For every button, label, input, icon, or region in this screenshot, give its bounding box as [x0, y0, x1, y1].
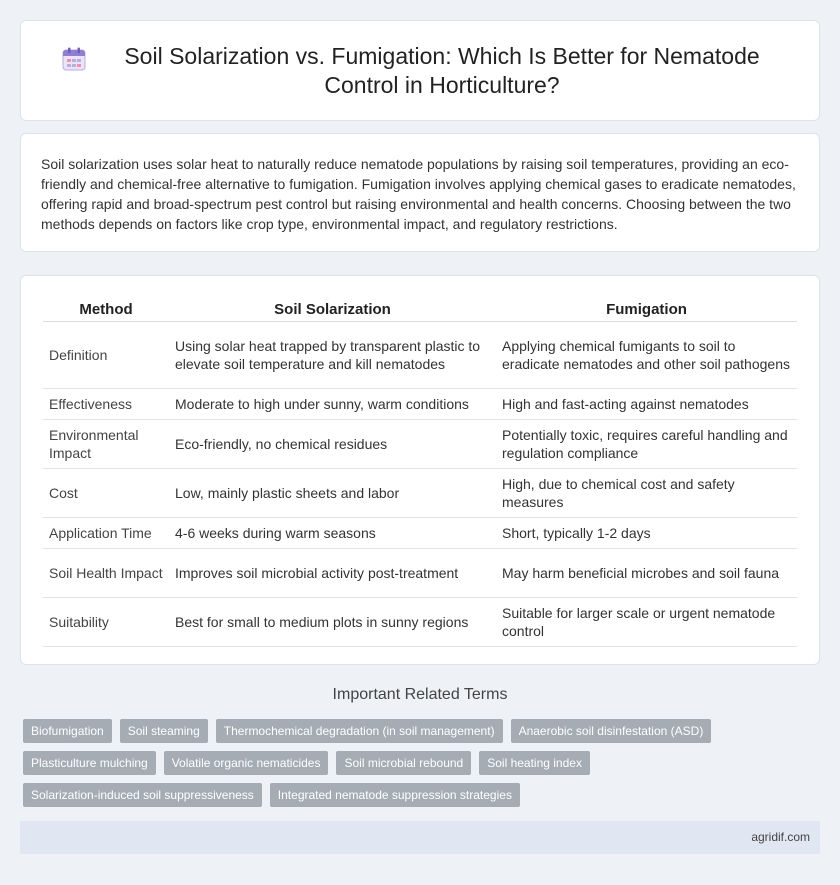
table-row — [43, 518, 797, 549]
related-term-tag[interactable]: Thermochemical degradation (in soil management) — [216, 719, 503, 743]
related-terms-list — [23, 719, 813, 815]
row-method: Cost — [43, 469, 169, 518]
related-term-tag[interactable]: Biofumigation — [23, 719, 112, 743]
related-term-tag[interactable]: Solarization-induced soil suppressiveness — [23, 783, 262, 807]
row-solarization: Eco-friendly, no chemical residues — [169, 420, 496, 469]
intro-card — [20, 133, 820, 252]
row-solarization: Best for small to medium plots in sunny regions — [169, 598, 496, 647]
related-term-tag[interactable]: Integrated nematode suppression strategies — [270, 783, 520, 807]
table-row — [43, 598, 797, 647]
page-title: Soil Solarization vs. Fumigation: Which Is Better for Nematode Control in Horticulture? — [124, 42, 760, 98]
table-row — [43, 322, 797, 389]
title-card — [20, 20, 820, 121]
row-fumigation: Suitable for larger scale or urgent nematode control — [496, 598, 797, 647]
table-row — [43, 389, 797, 420]
row-method: Application Time — [43, 518, 169, 549]
header-solarization: Soil Solarization — [169, 296, 496, 322]
row-method: Definition — [43, 322, 169, 389]
row-fumigation: Short, typically 1-2 days — [496, 518, 797, 549]
header-fumigation: Fumigation — [496, 296, 797, 322]
related-term-tag[interactable]: Plasticulture mulching — [23, 751, 156, 775]
row-solarization: Moderate to high under sunny, warm conditions — [169, 389, 496, 420]
row-method: Effectiveness — [43, 389, 169, 420]
header-method: Method — [43, 296, 169, 322]
comparison-card — [20, 275, 820, 665]
footer-site-link[interactable]: agridif.com — [751, 830, 810, 844]
row-fumigation: May harm beneficial microbes and soil fauna — [496, 549, 797, 598]
table-row — [43, 549, 797, 598]
related-term-tag[interactable]: Soil heating index — [479, 751, 590, 775]
intro-paragraph: Soil solarization uses solar heat to naturally reduce nematode populations by raising soil temperatures, providing an eco-friendly and chemical-free alternative to fumigation. Fumigation involves applying chemical gases to eradicate nematodes, offering rapid and broad-spectrum pest control but raising environmental and health concerns. Choosing between the two methods depends on factors like crop type, environmental impact, and regulatory restrictions. — [41, 156, 796, 232]
row-solarization: Using solar heat trapped by transparent plastic to elevate soil temperature and kill nematodes — [169, 322, 496, 389]
row-fumigation: High, due to chemical cost and safety measures — [496, 469, 797, 518]
table-row — [43, 420, 797, 469]
row-method: Environmental Impact — [43, 420, 169, 469]
row-solarization: Improves soil microbial activity post-treatment — [169, 549, 496, 598]
footer-bar — [20, 821, 820, 854]
calendar-icon — [61, 46, 87, 72]
table-header-row — [43, 296, 797, 322]
related-term-tag[interactable]: Soil steaming — [120, 719, 208, 743]
related-terms-heading: Important Related Terms — [332, 686, 508, 703]
row-method: Suitability — [43, 598, 169, 647]
table-row — [43, 469, 797, 518]
row-solarization: 4-6 weeks during warm seasons — [169, 518, 496, 549]
row-solarization: Low, mainly plastic sheets and labor — [169, 469, 496, 518]
row-fumigation: Potentially toxic, requires careful handling and regulation compliance — [496, 420, 797, 469]
comparison-table — [43, 296, 797, 647]
row-method: Soil Health Impact — [43, 549, 169, 598]
related-term-tag[interactable]: Anaerobic soil disinfestation (ASD) — [511, 719, 712, 743]
related-term-tag[interactable]: Soil microbial rebound — [336, 751, 471, 775]
title-wrap — [61, 42, 779, 100]
row-fumigation: High and fast-acting against nematodes — [496, 389, 797, 420]
related-term-tag[interactable]: Volatile organic nematicides — [164, 751, 329, 775]
row-fumigation: Applying chemical fumigants to soil to eradicate nematodes and other soil pathogens — [496, 322, 797, 389]
